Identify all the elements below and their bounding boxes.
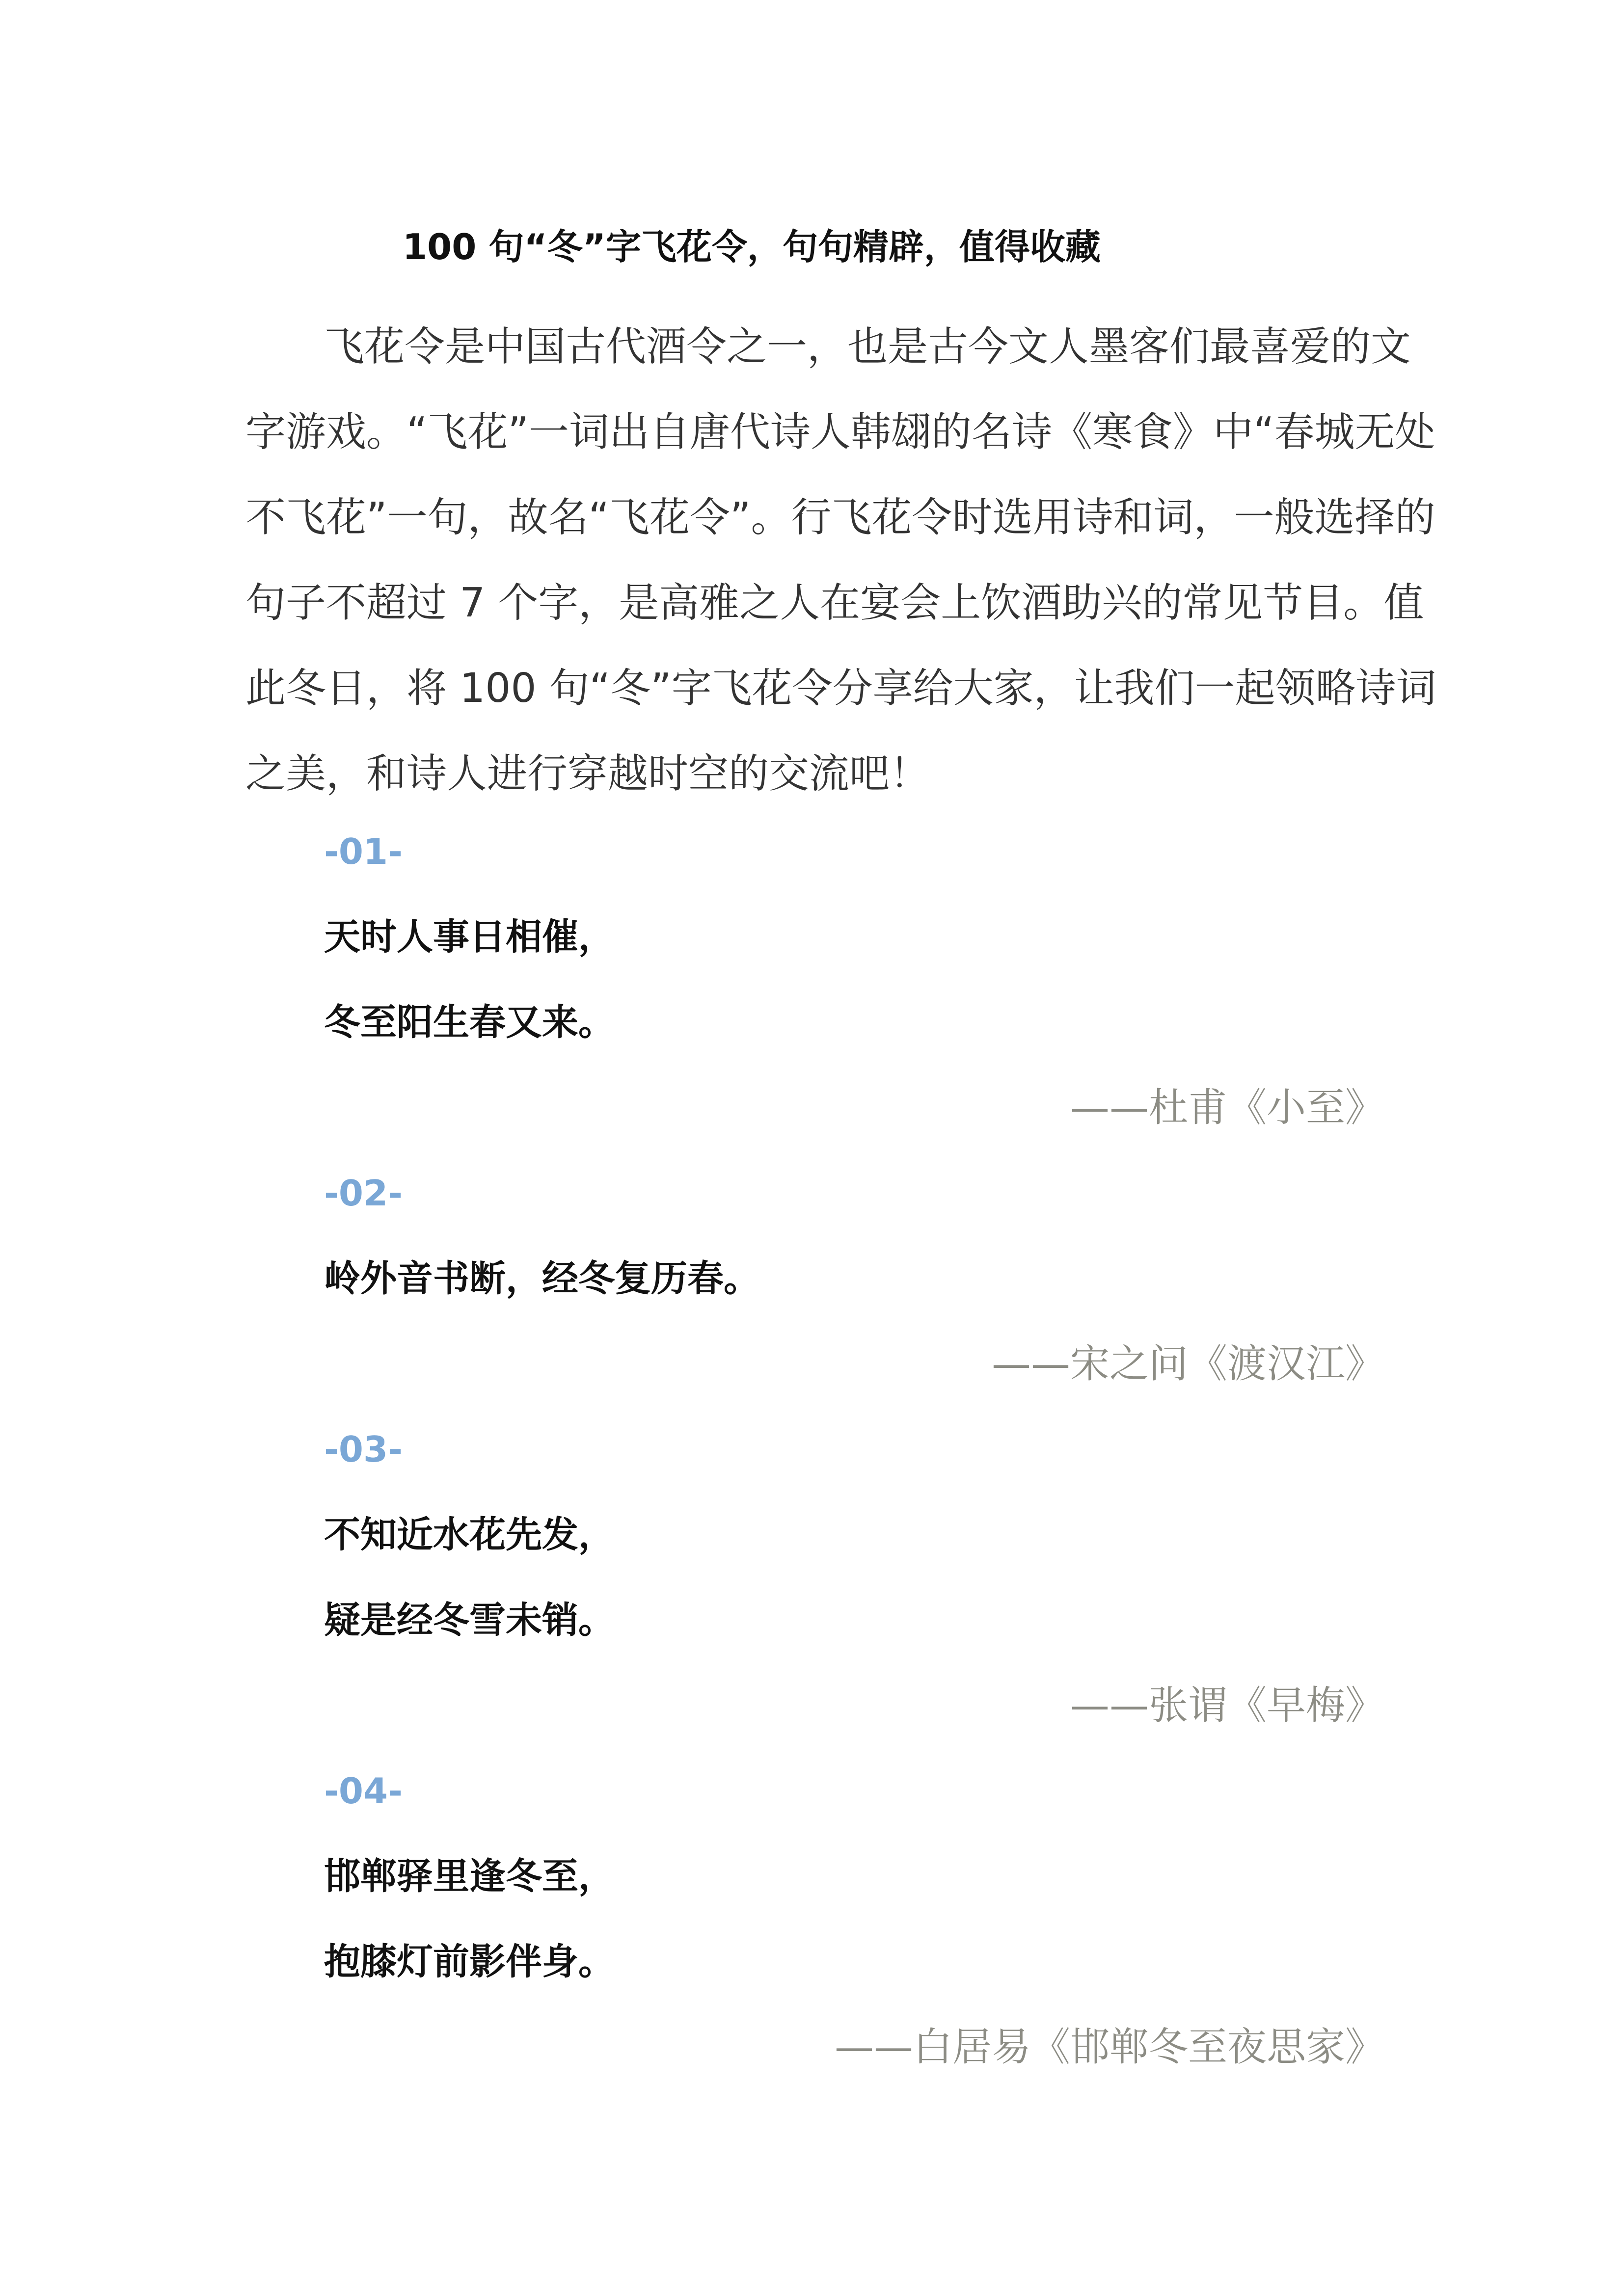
entry-source: ——白居易《邯郸冬至夜思家》 <box>835 2024 1384 2070</box>
poem-entry <box>324 815 1384 1156</box>
poem-entry <box>324 1413 1384 1754</box>
verse-line: 岭外音书断，经冬复历春。 <box>324 1257 760 1300</box>
entry-number: -04- <box>324 1770 403 1812</box>
entry-number: -01- <box>324 831 403 872</box>
poem-entry <box>324 1754 1384 2096</box>
intro-line: 飞花令是中国古代酒令之一，也是古今文人墨客们最喜爱的文 <box>324 323 1411 370</box>
verse-line: 冬至阳生春又来。 <box>324 1001 615 1043</box>
verse-line: 不知近水花先发， <box>324 1514 615 1556</box>
verse-line: 抱膝灯前影伴身。 <box>324 1941 615 1983</box>
entry-source: ——杜甫《小至》 <box>1070 1085 1384 1130</box>
intro-line: 不飞花”一句，故名“飞花令”。行飞花令时选用诗和词，一般选择的 <box>245 494 1435 541</box>
document-title: 100 句“冬”字飞花令，句句精辟，值得收藏 <box>403 226 1101 267</box>
intro-paragraph <box>245 304 1436 817</box>
poem-entry <box>324 1156 1384 1413</box>
intro-line: 之美，和诗人进行穿越时空的交流吧！ <box>245 750 930 797</box>
entry-number: -02- <box>324 1173 403 1214</box>
verse-line: 天时人事日相催， <box>324 916 615 958</box>
entry-number: -03- <box>324 1429 403 1470</box>
verse-line: 疑是经冬雪未销。 <box>324 1599 615 1641</box>
intro-line: 此冬日，将 100 句“冬”字飞花令分享给大家，让我们一起领略诗词 <box>245 665 1436 712</box>
entry-source: ——张谓《早梅》 <box>1070 1682 1384 1728</box>
verse-line: 邯郸驿里逢冬至， <box>324 1855 615 1897</box>
poem-entry-list <box>324 815 1384 2096</box>
intro-line: 字游戏。“飞花”一词出自唐代诗人韩翃的名诗《寒食》中“春城无处 <box>245 409 1435 455</box>
intro-line: 句子不超过 7 个字，是高雅之人在宴会上饮酒助兴的常见节目。值 <box>245 580 1424 626</box>
entry-source: ——宋之问《渡汉江》 <box>992 1341 1384 1387</box>
